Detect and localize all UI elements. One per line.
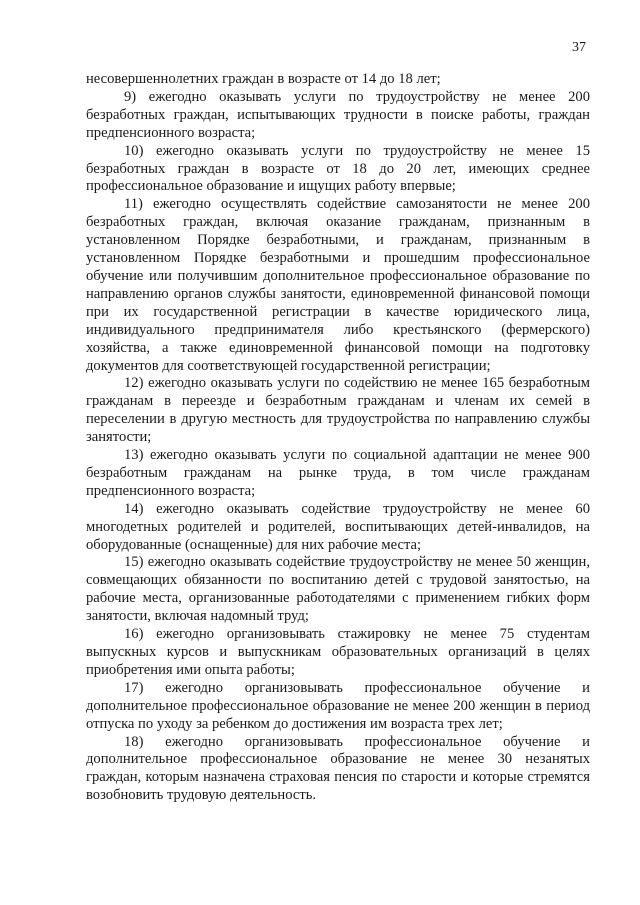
- page-number: 37: [572, 40, 586, 55]
- paragraph-item-16: 16) ежегодно организовывать стажировку не менее 75 студентам выпускных курсов и выпускникам образовательных организаций в целях приобретения ими опыта работы;: [86, 626, 590, 678]
- paragraph-item-14: 14) ежегодно оказывать содействие трудоустройству не менее 60 многодетных родителей и родителей, воспитывающих детей-инвалидов, на оборудованные (оснащенные) для них рабочие места;: [86, 500, 590, 553]
- paragraph-continuation: несовершеннолетних граждан в возрасте от 14 до 18 лет;: [86, 71, 441, 87]
- paragraph-item-12: 12) ежегодно оказывать услуги по содействию не менее 165 безработным гражданам в переезде и безработным гражданам и членам их семей в переселении в другую местность для трудоустройства по направлению службы занятости;: [86, 375, 590, 446]
- document-body: [86, 71, 590, 805]
- paragraph-item-9: 9) ежегодно оказывать услуги по трудоустройству не менее 200 безработных граждан, испытывающих трудности в поиске работы, граждан предпенсионного возраста;: [86, 88, 590, 141]
- paragraph-item-18: 18) ежегодно организовывать профессиональное обучение и дополнительное профессиональное образование не менее 30 незанятых граждан, которым назначена страховая пенсия по старости и которые стремятся возобновить трудовую деятельность.: [86, 733, 590, 804]
- paragraph-item-13: 13) ежегодно оказывать услуги по социальной адаптации не менее 900 безработным гражданам на рынке труда, в том числе гражданам предпенсионного возраста;: [86, 447, 590, 499]
- paragraph-item-17: 17) ежегодно организовывать профессиональное обучение и дополнительное профессиональное образование не менее 200 женщин в период отпуска по уходу за ребенком до достижения им возраста трех лет;: [86, 679, 590, 732]
- paragraph-item-11: 11) ежегодно осуществлять содействие самозанятости не менее 200 безработных граждан, включая оказание гражданам, признанным в установленном Порядке безработными, и гражданам, признанным в установленном Порядке безработными и прошедшим профессиональное обучение или получившим дополнительное профессиональное образование по направлению органов службы занятости, единовременной финансовой помощи при их государственной регистрации в качестве юридического лица, индивидуального предпринимателя либо крестьянского (фермерского) хозяйства, а также единовременной финансовой помощи на подготовку документов для соответствующей государственной регистрации;: [86, 196, 590, 374]
- paragraph-item-15: 15) ежегодно оказывать содействие трудоустройству не менее 50 женщин, совмещающих обязанности по воспитанию детей с трудовой занятостью, на рабочие места, организованные работодателями с применением гибких форм занятости, включая надомный труд;: [86, 554, 590, 625]
- paragraph-item-10: 10) ежегодно оказывать услуги по трудоустройству не менее 15 безработных граждан в возрасте от 18 до 20 лет, имеющих среднее профессиональное образование и ищущих работу впервые;: [86, 142, 590, 195]
